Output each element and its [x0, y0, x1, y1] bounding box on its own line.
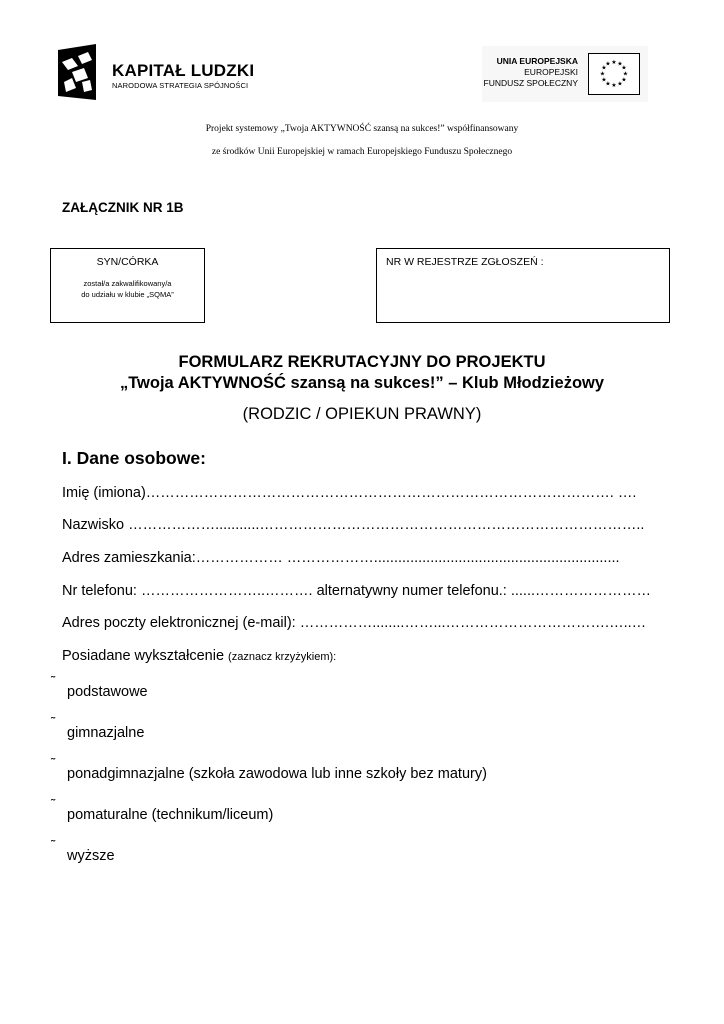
svg-text:★: ★ [617, 60, 623, 68]
option-label-podstawowe: podstawowe [67, 684, 148, 700]
first-name-field[interactable]: Imię (imiona)……………………………………………………………………………………. …. [62, 485, 637, 501]
eu-fund-logo [482, 46, 648, 102]
svg-text:★: ★ [621, 76, 627, 84]
eu-flag-icon [588, 53, 640, 95]
registry-number-box [376, 248, 670, 323]
option-label-pomaturalne: pomaturalne (technikum/liceum) [67, 807, 274, 823]
registry-number-label: NR W REJESTRZE ZGŁOSZEŃ : [386, 256, 544, 268]
qualification-box [50, 248, 205, 323]
eu-line-3: FUNDUSZ SPOŁECZNY [483, 78, 578, 88]
education-label: Posiadane wykształcenie [62, 648, 225, 664]
annex-number: ZAŁĄCZNIK NR 1B [62, 200, 184, 215]
education-label-row [62, 648, 336, 664]
qualification-box-line-1: został/a zakwalifikowany/a [83, 279, 172, 288]
svg-text:★: ★ [617, 80, 623, 88]
education-hint: (zaznacz krzyżykiem): [228, 651, 337, 663]
svg-text:★: ★ [599, 70, 606, 78]
checkbox-pomaturalne[interactable]: ˜ [51, 796, 56, 811]
kapital-ludzki-subtitle: NARODOWA STRATEGIA SPÓJNOŚCI [112, 81, 249, 90]
last-name-field[interactable]: Nazwisko ………………...........…………………………………………………………………….. [62, 517, 645, 533]
option-label-ponadgimnazjalne: ponadgimnazjalne (szkoła zawodowa lub inne szkoły bez matury) [67, 766, 487, 782]
phone-field-row [62, 583, 651, 599]
checkbox-ponadgimnazjalne[interactable]: ˜ [51, 755, 56, 770]
address-field[interactable]: Adres zamieszkania:……………… ………………............................................................. [62, 550, 620, 566]
svg-text:★: ★ [611, 59, 617, 66]
kapital-ludzki-title: KAPITAŁ LUDZKI [112, 61, 255, 80]
svg-text:★: ★ [622, 70, 629, 78]
eu-line-2: EUROPEJSKI [524, 67, 578, 77]
option-label-wyzsze: wyższe [67, 848, 115, 864]
kapital-ludzki-flag-icon [58, 44, 100, 100]
project-title: „Twoja AKTYWNOŚĆ szansą na sukces!” – Klub Młodzieżowy [119, 374, 605, 392]
phone-field[interactable]: Nr telefonu: ……………………..………. [62, 583, 313, 599]
form-subtitle: (RODZIC / OPIEKUN PRAWNY) [242, 405, 482, 423]
form-title: FORMULARZ REKRUTACYJNY DO PROJEKTU [178, 353, 546, 371]
email-field[interactable]: Adres poczty elektronicznej (e-mail): ……………........……...…………………………….…..… [62, 615, 647, 631]
eu-fund-text [484, 56, 578, 89]
section-title: I. Dane osobowe: [62, 448, 206, 468]
svg-text:★: ★ [605, 80, 611, 88]
cofinancing-line-1: Projekt systemowy „Twoja AKTYWNOŚĆ szansą na sukces!” współfinansowany [205, 124, 519, 134]
svg-text:★: ★ [601, 64, 607, 72]
eu-line-1: UNIA EUROPEJSKA [496, 56, 578, 66]
option-label-gimnazjalne: gimnazjalne [67, 725, 145, 741]
svg-text:★: ★ [611, 82, 617, 89]
svg-text:★: ★ [605, 60, 611, 68]
alt-phone-field[interactable]: alternatywny numer telefonu.: ......…………………… [316, 583, 652, 599]
svg-text:★: ★ [601, 76, 607, 84]
svg-text:★: ★ [621, 64, 627, 72]
qualification-box-text [51, 278, 204, 300]
cofinancing-line-2: ze środków Unii Europejskiej w ramach Europejskiego Funduszu Społecznego [211, 147, 513, 157]
checkbox-podstawowe[interactable]: ˜ [51, 673, 56, 688]
qualification-box-line-2: do udziału w klubie „SQMA” [81, 290, 174, 299]
checkbox-gimnazjalne[interactable]: ˜ [51, 714, 56, 729]
kapital-ludzki-logo [58, 44, 258, 100]
qualification-box-title: SYN/CÓRKA [96, 256, 159, 268]
checkbox-wyzsze[interactable]: ˜ [51, 837, 56, 852]
